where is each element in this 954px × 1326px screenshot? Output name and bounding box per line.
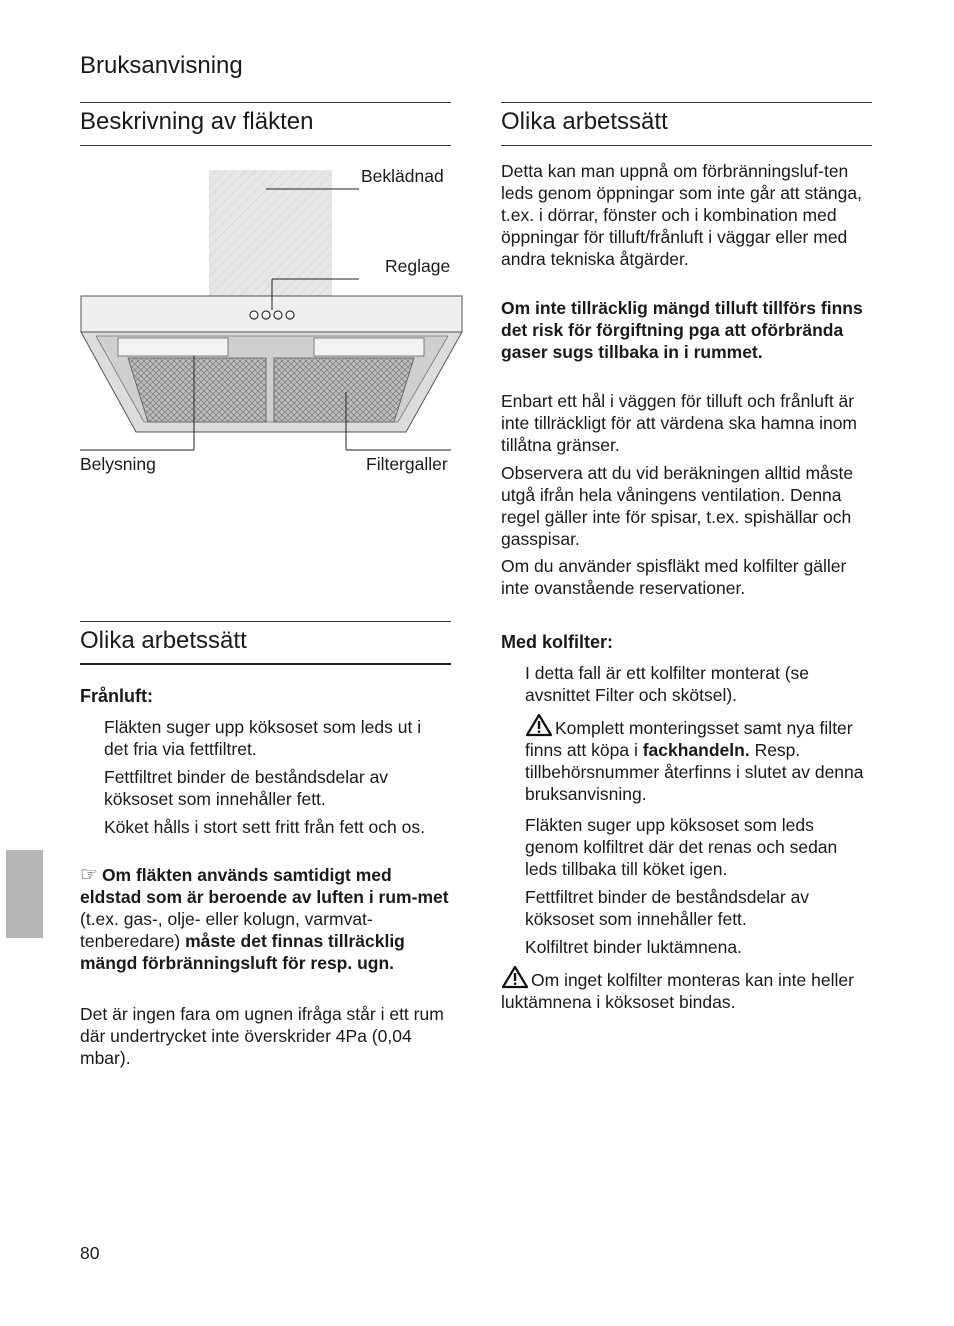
warning-note [525,713,870,805]
warning-icon [501,965,529,989]
paragraph: Enbart ett hål i väggen för tilluft och frånluft är inte tillräckligt för att värdena ska hamna inom tillåtna gränser. [501,391,857,455]
paragraph: Fettfiltret binder de beståndsdelar av köksoset som innehåller fett. [104,767,389,809]
page-number: 80 [80,1243,100,1263]
paragraph: Kolfiltret binder luktämnena. [525,937,742,957]
paragraph: Fläkten suger upp köksoset som leds ut i det fria via fettfiltret. [104,717,422,759]
note-bold-text: måste det finnas tillräcklig mängd förbränningsluft för resp. ugn. [80,931,405,973]
section-title-modes-right: Olika arbetssätt [501,108,668,135]
warning-paragraph: Om inte tillräcklig mängd tilluft tillförs finns det risk för förgiftning pga att oförbrända gaser sugs tillbaka in i rummet. [501,298,863,362]
side-tab-marker [6,850,43,938]
label-reglage: Reglage [385,256,451,276]
control-knob [250,311,258,319]
label-filtergaller: Filtergaller [366,454,448,474]
heading-franluft: Frånluft: [80,686,153,706]
warning-text: Komplett monteringsset samt nya filter finns att köpa i [525,718,853,760]
paragraph: Köket hålls i stort sett fritt från fett och os. [104,817,425,837]
heading-kolfilter: Med kolfilter: [501,632,614,652]
section-rule-bottom [80,663,451,665]
hood-diagram [78,160,468,460]
label-belysning: Belysning [80,454,156,474]
warning-text: Om inget kolfilter monteras kan inte heller luktämnena i köksoset bindas. [501,970,854,1012]
paragraph: Det är ingen fara om ugnen ifråga står i ett rum där undertrycket inte överskrider 4Pa (0,04 mbar). [80,1004,444,1068]
section-rule-top [80,621,451,622]
paragraph: I detta fall är ett kolfilter monterat (se avsnittet Filter och skötsel). [525,663,810,705]
light-panel [118,338,228,356]
note-bold-text: Om fläkten används samtidigt med eldstad som är beroende av luften i rum-met [80,865,449,907]
section-rule-top [80,102,451,103]
pointing-hand-icon: ☞ [80,864,98,886]
warning-text: Resp. tillbehörsnummer återfinns i slutet av denna bruksanvisning. [525,740,864,804]
section-title-description: Beskrivning av fläkten [80,108,314,135]
paragraph: Fettfiltret binder de beståndsdelar av köksoset som innehåller fett. [525,887,810,929]
control-knob [274,311,282,319]
section-rule-bottom [80,145,451,146]
control-knob [262,311,270,319]
paragraph: Om du använder spisfläkt med kolfilter gäller inte ovanstående reservationer. [501,556,847,598]
section-title-modes: Olika arbetssätt [80,627,247,654]
section-rule-top [501,102,872,103]
note-text: (t.ex. gas-, olje- eller kolugn, varmvat-tenberedare) [80,909,373,951]
paragraph: Fläkten suger upp köksoset som leds genom kolfiltret där det renas och sedan leds tillbaka till köket igen. [525,815,838,879]
light-panel [314,338,424,356]
warning-icon [525,713,553,737]
warning-note [501,965,866,1013]
warning-bold-text: fackhandeln. [642,740,750,760]
control-knob [286,311,294,319]
note-paragraph [80,864,452,974]
page-title: Bruksanvisning [80,52,243,79]
label-beklaednad: Beklädnad [361,166,444,186]
paragraph: Detta kan man uppnå om förbränningsluf-ten leds genom öppningar som inte går att stänga, t.ex. i dörrar, fönster och i kombination med öppningar för tilluft/frånluft i väggar eller med andra tekniska åtgärder. [501,161,862,269]
section-rule-bottom [501,145,872,146]
paragraph: Observera att du vid beräkningen alltid måste utgå ifrån hela våningens ventilation. Denna regel gäller inte för spisar, t.ex. spishällar och gasspisar. [501,463,854,549]
